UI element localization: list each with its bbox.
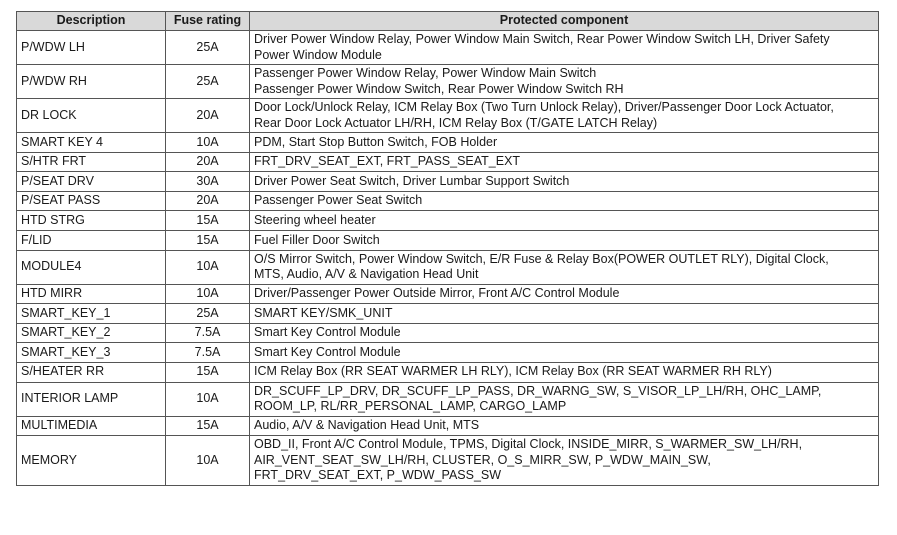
table-row — [17, 416, 879, 436]
description-cell: S/HEATER RR — [17, 362, 166, 382]
rating-cell: 20A — [166, 191, 250, 211]
rating-cell: 10A — [166, 436, 250, 486]
component-cell: DR_SCUFF_LP_DRV, DR_SCUFF_LP_PASS, DR_WARNG_SW, S_VISOR_LP_LH/RH, OHC_LAMP, ROOM_LP, RL/RR_PERSONAL_LAMP, CARGO_LAMP — [250, 382, 879, 416]
table-row — [17, 99, 879, 133]
description-cell: P/WDW LH — [17, 31, 166, 65]
component-cell: Passenger Power Window Relay, Power Window Main Switch Passenger Power Window Switch, Rear Power Window Switch RH — [250, 65, 879, 99]
component-cell: Steering wheel heater — [250, 211, 879, 231]
description-cell: S/HTR FRT — [17, 152, 166, 172]
rating-cell: 10A — [166, 382, 250, 416]
table-row — [17, 230, 879, 250]
table-row — [17, 436, 879, 486]
description-cell: SMART KEY 4 — [17, 133, 166, 153]
rating-cell: 15A — [166, 211, 250, 231]
component-cell: SMART KEY/SMK_UNIT — [250, 304, 879, 324]
table-row — [17, 382, 879, 416]
description-cell: MODULE4 — [17, 250, 166, 284]
description-cell: HTD STRG — [17, 211, 166, 231]
component-cell: OBD_II, Front A/C Control Module, TPMS, Digital Clock, INSIDE_MIRR, S_WARMER_SW_LH/RH, AIR_VENT_SEAT_SW_LH/RH, CLUSTER, O_S_MIRR_SW, P_WDW_MAIN_SW, FRT_DRV_SEAT_EXT, P_WDW_PASS_SW — [250, 436, 879, 486]
component-cell: Door Lock/Unlock Relay, ICM Relay Box (Two Turn Unlock Relay), Driver/Passenger Door Lock Actuator, Rear Door Lock Actuator LH/RH, ICM Relay Box (T/GATE LATCH Relay) — [250, 99, 879, 133]
component-cell: Smart Key Control Module — [250, 323, 879, 343]
component-cell: ICM Relay Box (RR SEAT WARMER LH RLY), ICM Relay Box (RR SEAT WARMER RH RLY) — [250, 362, 879, 382]
rating-cell: 10A — [166, 250, 250, 284]
component-cell: FRT_DRV_SEAT_EXT, FRT_PASS_SEAT_EXT — [250, 152, 879, 172]
header-row — [17, 12, 879, 31]
rating-cell: 15A — [166, 230, 250, 250]
fuse-table — [16, 11, 879, 486]
rating-cell: 15A — [166, 362, 250, 382]
header-protected-component: Protected component — [250, 12, 879, 31]
header-description: Description — [17, 12, 166, 31]
component-cell: PDM, Start Stop Button Switch, FOB Holder — [250, 133, 879, 153]
rating-cell: 25A — [166, 65, 250, 99]
component-cell: Driver Power Seat Switch, Driver Lumbar Support Switch — [250, 172, 879, 192]
table-row — [17, 31, 879, 65]
description-cell: MULTIMEDIA — [17, 416, 166, 436]
table-row — [17, 284, 879, 304]
table-row — [17, 304, 879, 324]
description-cell: SMART_KEY_1 — [17, 304, 166, 324]
component-cell: Passenger Power Seat Switch — [250, 191, 879, 211]
table-row — [17, 343, 879, 363]
component-cell: Driver Power Window Relay, Power Window Main Switch, Rear Power Window Switch LH, Driver Safety Power Window Module — [250, 31, 879, 65]
table-body — [17, 31, 879, 486]
rating-cell: 30A — [166, 172, 250, 192]
description-cell: P/SEAT PASS — [17, 191, 166, 211]
rating-cell: 7.5A — [166, 323, 250, 343]
table-row — [17, 211, 879, 231]
table-row — [17, 133, 879, 153]
component-cell: Fuel Filler Door Switch — [250, 230, 879, 250]
header-fuse-rating: Fuse rating — [166, 12, 250, 31]
rating-cell: 25A — [166, 304, 250, 324]
rating-cell: 20A — [166, 152, 250, 172]
table-row — [17, 250, 879, 284]
rating-cell: 15A — [166, 416, 250, 436]
table-row — [17, 152, 879, 172]
component-cell: Driver/Passenger Power Outside Mirror, Front A/C Control Module — [250, 284, 879, 304]
rating-cell: 20A — [166, 99, 250, 133]
component-cell: Smart Key Control Module — [250, 343, 879, 363]
description-cell: P/WDW RH — [17, 65, 166, 99]
description-cell: F/LID — [17, 230, 166, 250]
rating-cell: 25A — [166, 31, 250, 65]
description-cell: MEMORY — [17, 436, 166, 486]
description-cell: SMART_KEY_3 — [17, 343, 166, 363]
description-cell: HTD MIRR — [17, 284, 166, 304]
table-row — [17, 172, 879, 192]
description-cell: INTERIOR LAMP — [17, 382, 166, 416]
table-row — [17, 191, 879, 211]
table-row — [17, 323, 879, 343]
table-row — [17, 362, 879, 382]
table-row — [17, 65, 879, 99]
rating-cell: 10A — [166, 284, 250, 304]
description-cell: P/SEAT DRV — [17, 172, 166, 192]
description-cell: SMART_KEY_2 — [17, 323, 166, 343]
component-cell: O/S Mirror Switch, Power Window Switch, E/R Fuse & Relay Box(POWER OUTLET RLY), Digital Clock, MTS, Audio, A/V & Navigation Head Unit — [250, 250, 879, 284]
description-cell: DR LOCK — [17, 99, 166, 133]
rating-cell: 7.5A — [166, 343, 250, 363]
rating-cell: 10A — [166, 133, 250, 153]
component-cell: Audio, A/V & Navigation Head Unit, MTS — [250, 416, 879, 436]
